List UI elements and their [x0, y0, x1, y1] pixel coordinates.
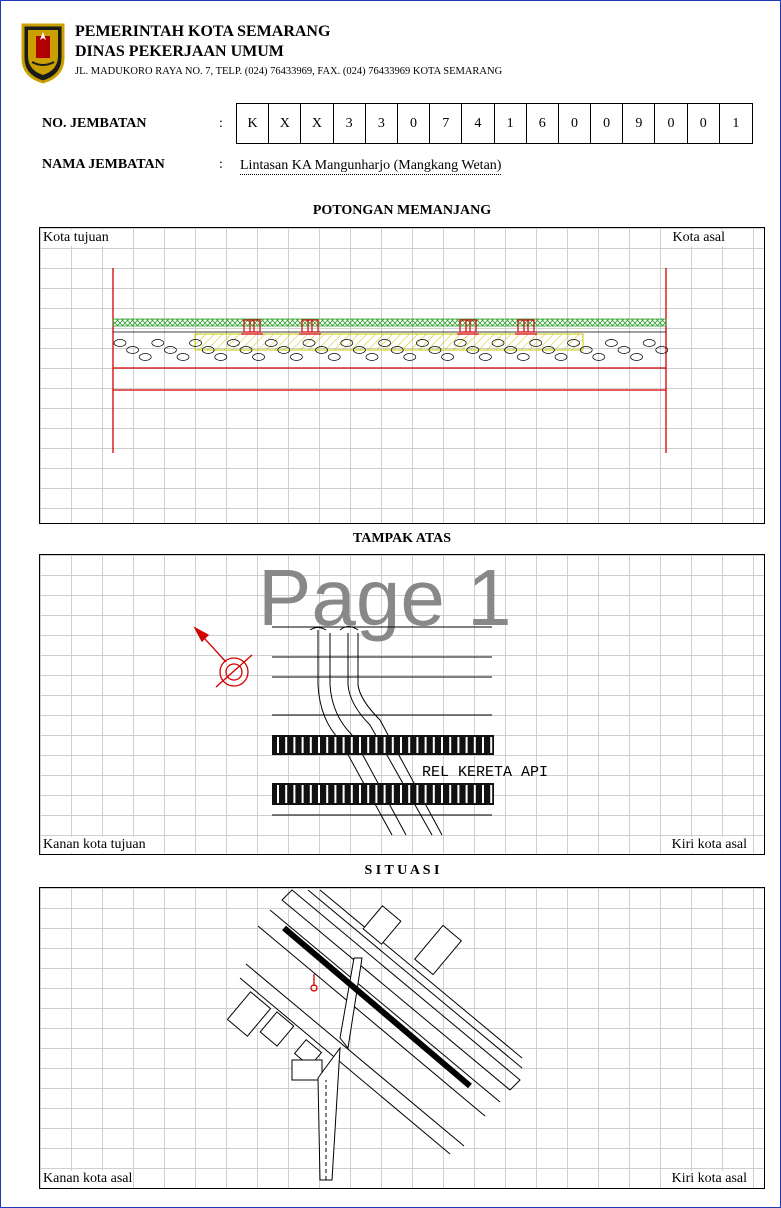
top-right-label: Kiri kota asal — [671, 837, 747, 852]
ballast-stone — [127, 347, 139, 354]
ballast-stone — [643, 340, 655, 347]
page-watermark: Page 1 — [258, 555, 512, 642]
bridge-number-label: NO. JEMBATAN — [42, 116, 147, 131]
bridge-number-cell: 7 — [430, 104, 462, 143]
long-left-label: Kota tujuan — [43, 230, 109, 245]
bridge-number-cell: 4 — [462, 104, 494, 143]
ballast-stone — [605, 340, 617, 347]
ballast-stone — [215, 354, 227, 361]
org-name-line2: DINAS PEKERJAAN UMUM — [75, 43, 284, 60]
bridge-name-value: Lintasan KA Mangunharjo (Mangkang Wetan) — [240, 158, 502, 173]
bridge-number-cell: 6 — [527, 104, 559, 143]
bridge-number-cell: 3 — [366, 104, 398, 143]
section-title-top: TAMPAK ATAS — [352, 531, 452, 546]
ballast-stone — [366, 354, 378, 361]
bridge-number-grid — [236, 103, 753, 144]
bridge-number-cell: 1 — [732, 115, 740, 131]
top-view-drawing — [40, 555, 765, 855]
colon: : — [219, 157, 223, 172]
rail-label: REL KERETA API — [422, 764, 549, 781]
colon: : — [219, 116, 223, 131]
ballast-stone — [404, 354, 416, 361]
bridge-number-cell: 0 — [688, 104, 720, 143]
long-section-drawing — [40, 228, 765, 524]
long-right-label: Kota asal — [672, 230, 725, 245]
situasi-right-label: Kiri kota asal — [671, 1171, 747, 1186]
ballast-stone — [290, 354, 302, 361]
ballast-stone — [593, 354, 605, 361]
bridge-number-cell: X — [269, 104, 301, 143]
ballast-stone — [139, 354, 151, 361]
long-section-panel — [39, 227, 765, 524]
ballast-stone — [517, 354, 529, 361]
bridge-name-label: NAMA JEMBATAN — [42, 157, 165, 172]
bridge-number-cell: X — [301, 104, 333, 143]
ballast-stone — [253, 354, 265, 361]
ballast-stone — [555, 354, 567, 361]
ballast-stone — [177, 354, 189, 361]
ballast-stone — [152, 340, 164, 347]
ballast-stone — [114, 340, 126, 347]
header-title — [75, 22, 330, 62]
ballast-stone — [479, 354, 491, 361]
ballast-stone — [618, 347, 630, 354]
bridge-number-cell: 0 — [559, 104, 591, 143]
org-address: JL. MADUKORO RAYA NO. 7, TELP. (024) 76433969, FAX. (024) 76433969 KOTA SEMARANG — [75, 66, 503, 77]
situation-drawing — [40, 888, 765, 1189]
bridge-number-cell: 0 — [398, 104, 430, 143]
bridge-number-cell: 0 — [655, 104, 687, 143]
situation-panel — [39, 887, 765, 1189]
top-left-label: Kanan kota tujuan — [43, 837, 146, 852]
ballast-stone — [328, 354, 340, 361]
situasi-left-label: Kanan kota asal — [43, 1171, 133, 1186]
bridge-number-cell: K — [237, 104, 269, 143]
city-emblem-icon — [20, 22, 66, 84]
bridge-number-cell: 3 — [334, 104, 366, 143]
ballast-stone — [442, 354, 454, 361]
top-view-panel — [39, 554, 765, 855]
bridge-number-cell: 9 — [623, 104, 655, 143]
ballast-stone — [164, 347, 176, 354]
ballast-stone — [631, 354, 643, 361]
bridge-number-cell: 0 — [591, 104, 623, 143]
location-marker-icon — [311, 974, 317, 991]
bridge-number-cell: 1 — [495, 104, 527, 143]
org-name-line1: PEMERINTAH KOTA SEMARANG — [75, 23, 331, 40]
section-title-situasi: S I T U A S I — [364, 863, 440, 878]
north-arrow-icon — [195, 628, 252, 687]
section-title-long: POTONGAN MEMANJANG — [312, 203, 492, 218]
